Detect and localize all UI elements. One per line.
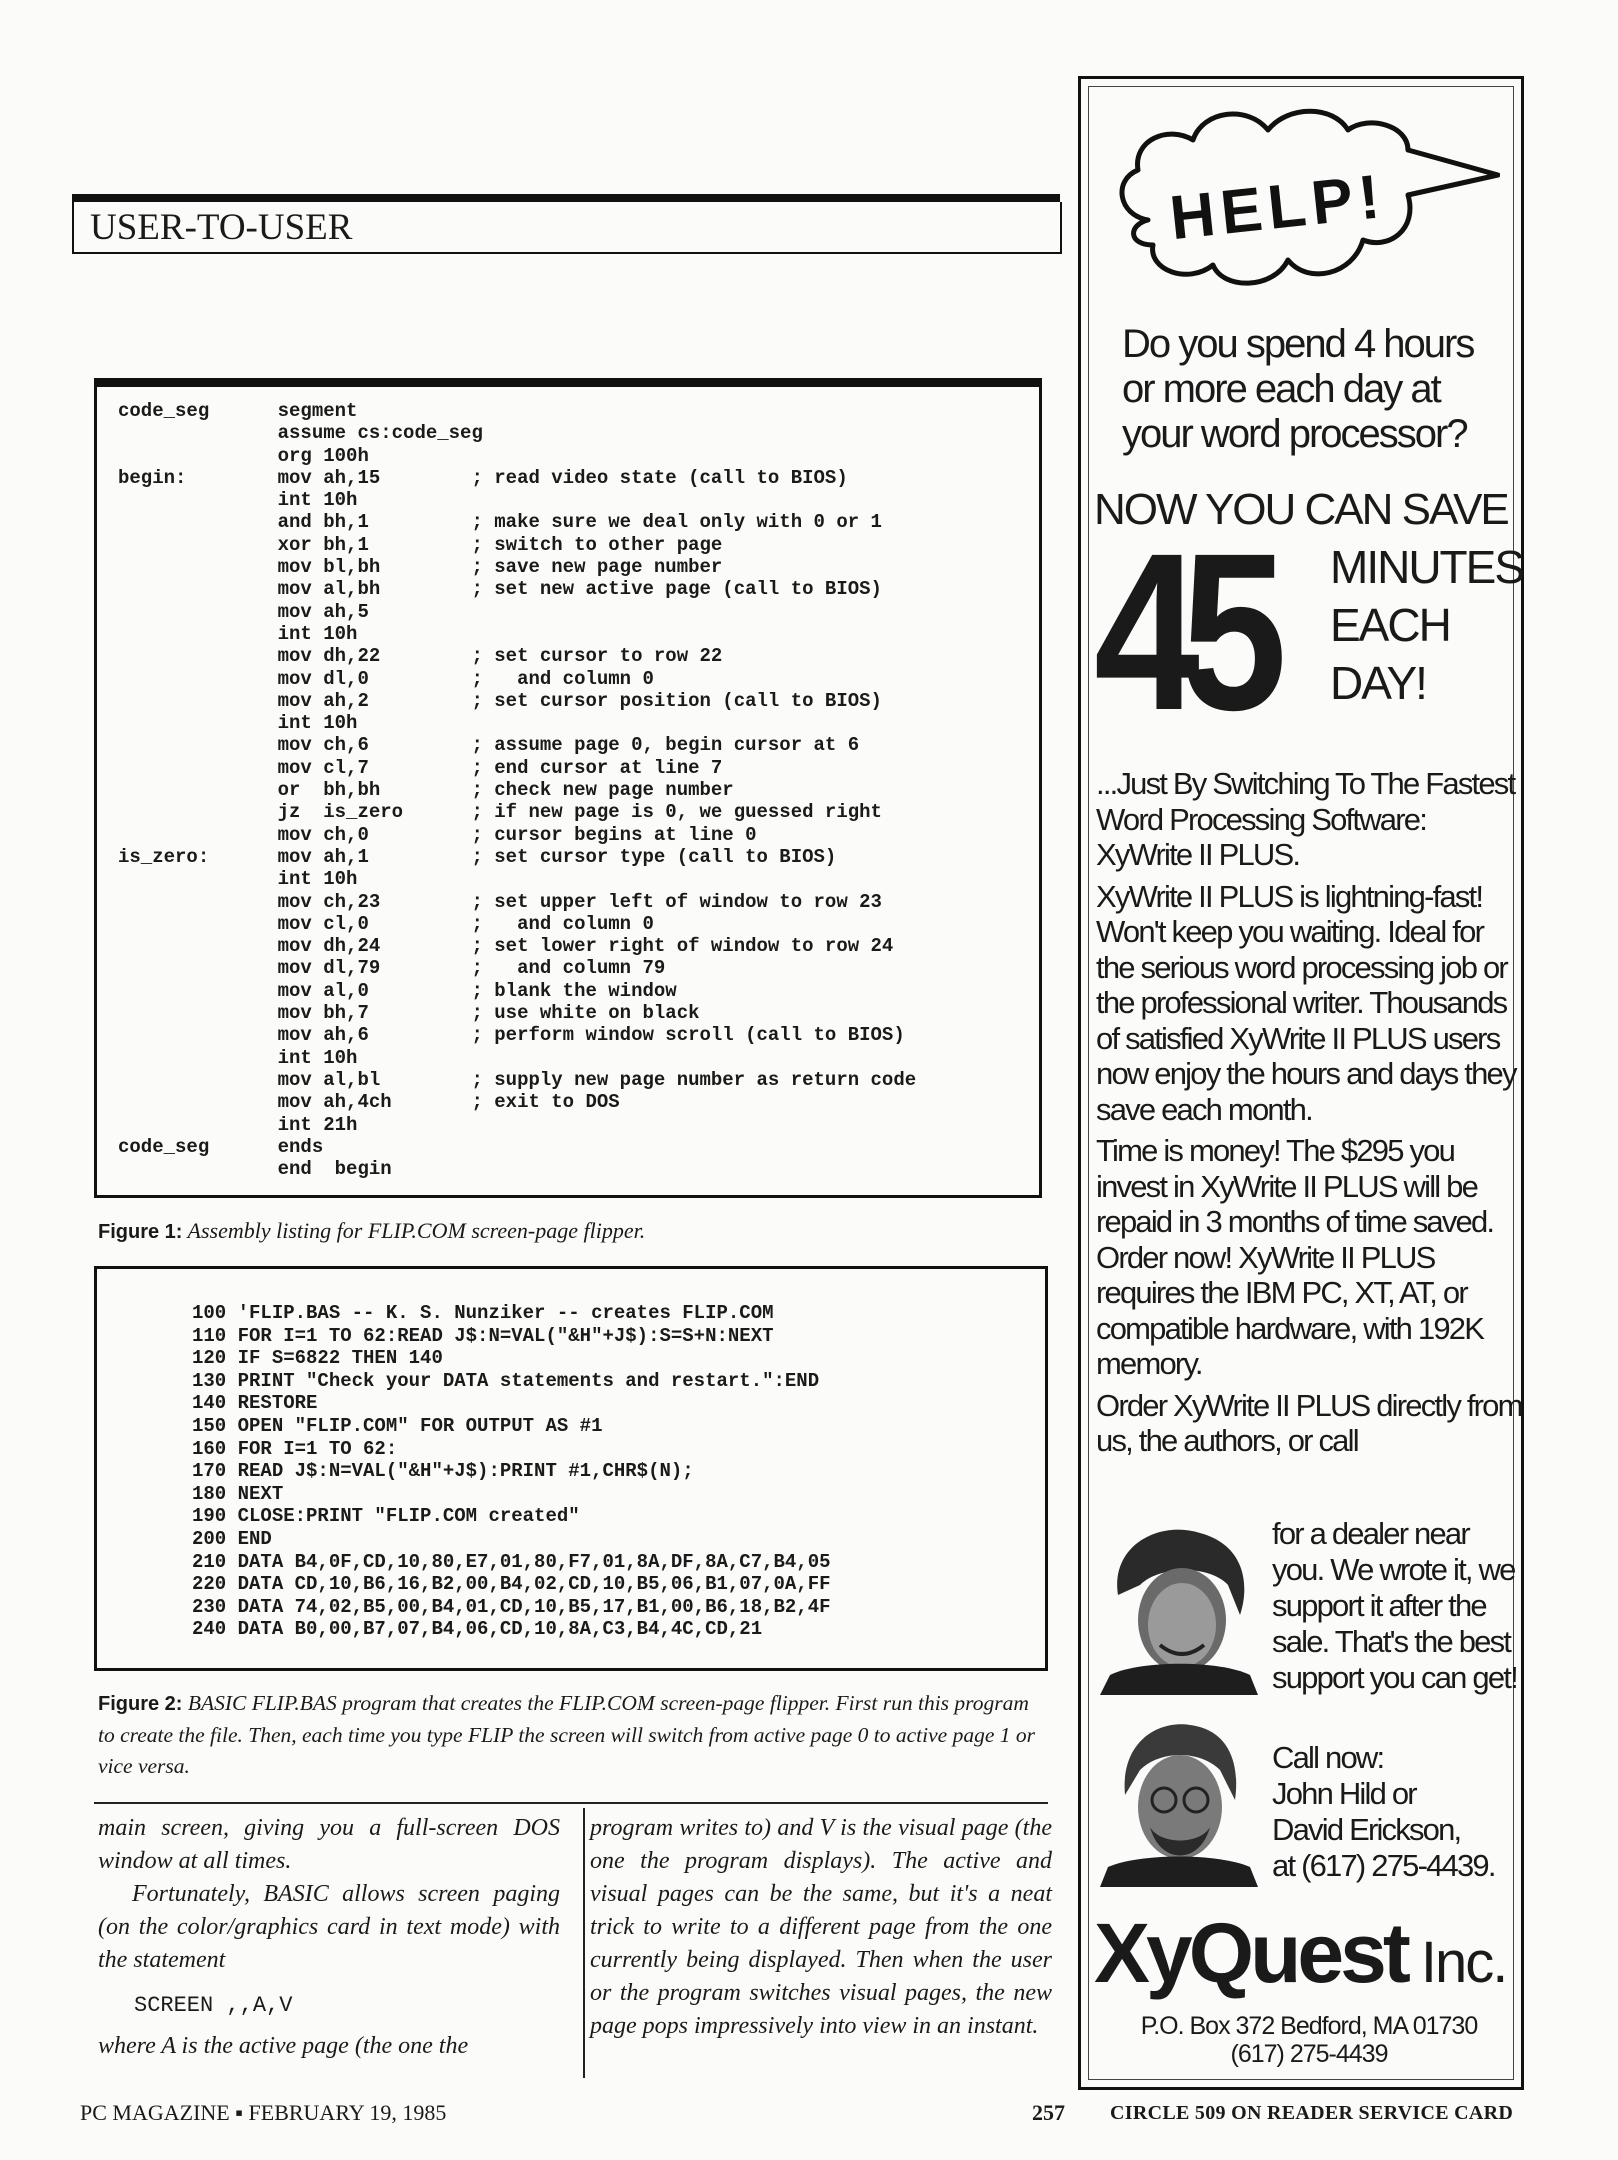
ad-tagline: Do you spend 4 hours or more each day at your word processor? (1122, 322, 1474, 456)
code-line: 140 RESTORE (192, 1392, 318, 1415)
code-line: 120 IF S=6822 THEN 140 (192, 1347, 443, 1370)
company-address (1100, 2012, 1518, 2068)
ad-dealer-text (1272, 1516, 1522, 1696)
code-line: mov dl,79 ; and column 79 (118, 957, 666, 980)
ad-minutes-line: DAY! (1330, 657, 1426, 709)
portrait-photo-1 (1100, 1525, 1258, 1695)
ad-paragraph: ...Just By Switching To The Fastest Word Processing Software: XyWrite II PLUS. (1096, 766, 1515, 872)
reader-service-note: CIRCLE 509 ON READER SERVICE CARD (1110, 2102, 1514, 2124)
article-paragraph: program writes to) and V is the visual page (the one the program displays). The active and visual pages can be the same, but it's a neat trick to write to a different page from the one currently being displayed. Then when the user or the program switches visual pages, the new page pops impressively into view in an instant. (590, 1815, 1052, 2039)
code-line: code_seg segment (118, 400, 358, 422)
article-rule (94, 1802, 1048, 1804)
figure-2-caption (98, 1688, 1038, 1782)
article-column-left (98, 1812, 560, 2063)
code-line: int 10h (118, 489, 358, 512)
code-line: 240 DATA B0,00,B7,07,B4,06,CD,10,8A,C3,B4,4C,CD,21 (192, 1618, 763, 1641)
code-line: int 10h (118, 712, 358, 735)
company-name: XyQuest (1094, 1906, 1407, 2000)
code-line: int 21h (118, 1113, 358, 1136)
ad-minutes-line: MINUTES (1330, 541, 1523, 593)
phone-line: (617) 275-4439 (1230, 2040, 1388, 2068)
company-logo (1094, 1905, 1506, 2002)
code-line: mov ah,4ch ; exit to DOS (118, 1091, 620, 1114)
ad-dealer-paragraph: for a dealer near you. We wrote it, we support it after the sale. That's the best support you can get! (1272, 1516, 1517, 1695)
code-line: mov ah,2 ; set cursor position (call to BIOS) (118, 689, 882, 712)
ad-minutes-line: EACH (1330, 599, 1450, 651)
ad-call-line: Call now: (1272, 1740, 1384, 1775)
figure-1-caption-label: Figure 1: (98, 1221, 183, 1243)
code-line: mov al,0 ; blank the window (118, 979, 677, 1002)
ad-paragraph: Order XyWrite II PLUS directly from us, the authors, or call (1096, 1387, 1522, 1458)
code-line: 200 END (192, 1527, 272, 1550)
ad-call-line: at (617) 275-4439. (1272, 1848, 1495, 1883)
code-line: mov dh,22 ; set cursor to row 22 (118, 645, 723, 668)
code-line: 180 NEXT (192, 1482, 284, 1505)
code-line: mov bh,7 ; use white on black (118, 1002, 700, 1025)
code-line: jz is_zero ; if new page is 0, we guessed right (118, 801, 882, 824)
code-line: mov ch,6 ; assume page 0, begin cursor at 6 (118, 734, 860, 757)
code-line: 160 FOR I=1 TO 62: (192, 1437, 398, 1460)
ad-minutes-each-day (1330, 538, 1523, 712)
section-title: USER-TO-USER (90, 207, 353, 248)
code-line: is_zero: mov ah,1 ; set cursor type (call to BIOS) (118, 845, 837, 868)
code-line: end begin (118, 1158, 392, 1181)
company-suffix: Inc. (1406, 1930, 1507, 1995)
code-line: mov dh,24 ; set lower right of window to row 24 (118, 935, 894, 958)
code-line: 110 FOR I=1 TO 62:READ J$:N=VAL("&H"+J$):S=S+N:NEXT (192, 1324, 774, 1347)
code-line: 210 DATA B4,0F,CD,10,80,E7,01,80,F7,01,8A,DF,8A,C7,B4,05 (192, 1550, 831, 1573)
code-line: 100 'FLIP.BAS -- K. S. Nunziker -- creates FLIP.COM (192, 1302, 774, 1324)
header-rule (72, 194, 1060, 202)
code-line: 150 OPEN "FLIP.COM" FOR OUTPUT AS #1 (192, 1414, 603, 1437)
code-line: int 10h (118, 868, 358, 891)
figure-2-code-listing (192, 1302, 831, 1641)
figure-2-caption-text: BASIC FLIP.BAS program that creates the FLIP.COM screen-page flipper. First run this program to create the file. Then, each time you type FLIP the screen will switch from active page 0 to active page 1 or vice versa. (98, 1691, 1036, 1778)
code-line: mov cl,0 ; and column 0 (118, 912, 654, 935)
screen-statement-code: SCREEN ,,A,V (134, 1993, 293, 2018)
code-line: 190 CLOSE:PRINT "FLIP.COM created" (192, 1505, 580, 1528)
code-line: code_seg ends (118, 1135, 324, 1158)
code-line: begin: mov ah,15 ; read video state (call to BIOS) (118, 466, 848, 489)
code-line: int 10h (118, 1046, 358, 1069)
figure-1-caption-text: Assembly listing for FLIP.COM screen-page flipper. (182, 1218, 646, 1243)
code-line: 220 DATA CD,10,B6,16,B2,00,B4,02,CD,10,B5,06,B1,07,0A,FF (192, 1573, 831, 1596)
ad-now-you-can-save: NOW YOU CAN SAVE (1094, 485, 1508, 534)
code-line: mov bl,bh ; save new page number (118, 556, 723, 579)
portrait-photo-2 (1100, 1715, 1258, 1887)
ad-call-line: John Hild or (1272, 1776, 1416, 1811)
code-line: mov cl,7 ; end cursor at line 7 (118, 756, 723, 779)
ad-paragraph: XyWrite II PLUS is lightning-fast! Won't keep you waiting. Ideal for the serious word processing job or the professional writer. Thousands of satisfied XyWrite II PLUS users now enjoy the hours and days they save each month. (1096, 878, 1516, 1127)
ad-paragraph: Time is money! The $295 you invest in XyWrite II PLUS will be repaid in 3 months of time saved. Order now! XyWrite II PLUS requires the IBM PC, XT, AT, or compatible hardware, with 192K memory. (1096, 1133, 1494, 1381)
help-speech-bubble (1108, 100, 1500, 310)
article-column-right (590, 1812, 1052, 2043)
code-line: assume cs:code_seg (118, 422, 483, 445)
code-line: xor bh,1 ; switch to other page (118, 533, 723, 556)
ad-body-copy (1096, 766, 1526, 1465)
code-line: org 100h (118, 444, 369, 467)
magazine-footer: PC MAGAZINE ▪ FEBRUARY 19, 1985 (80, 2100, 447, 2125)
column-divider (583, 1808, 585, 2078)
code-line: 230 DATA 74,02,B5,00,B4,01,CD,10,B5,17,B1,00,B6,18,B2,4F (192, 1595, 831, 1618)
ad-call-now (1272, 1740, 1522, 1884)
code-line: mov al,bh ; set new active page (call to BIOS) (118, 578, 882, 601)
help-bubble-text: HELP! (1166, 161, 1389, 254)
code-line: and bh,1 ; make sure we deal only with 0 or 1 (118, 511, 882, 534)
code-line: or bh,bh ; check new page number (118, 779, 734, 802)
code-line: 170 READ J$:N=VAL("&H"+J$):PRINT #1,CHR$(N); (192, 1460, 694, 1483)
code-line: mov ch,0 ; cursor begins at line 0 (118, 823, 757, 846)
address-line: P.O. Box 372 Bedford, MA 01730 (1140, 2012, 1478, 2040)
code-line: mov al,bl ; supply new page number as return code (118, 1068, 917, 1091)
code-line: 130 PRINT "Check your DATA statements and restart.":END (192, 1369, 820, 1392)
figure-1-caption (98, 1218, 645, 1244)
code-line: int 10h (118, 622, 358, 645)
figure-2-caption-label: Figure 2: (98, 1693, 183, 1715)
ad-big-number: 45 (1094, 507, 1269, 757)
code-line: mov dl,0 ; and column 0 (118, 667, 654, 690)
code-line: mov ah,6 ; perform window scroll (call to BIOS) (118, 1024, 905, 1047)
code-line: mov ah,5 (118, 600, 369, 623)
figure-1-code-listing (118, 400, 916, 1180)
article-paragraph: where A is the active page (the one the (98, 2033, 469, 2059)
article-paragraph: Fortunately, BASIC allows screen paging (on the color/graphics card in text mode) with the statement (98, 1881, 560, 1973)
code-line: mov ch,23 ; set upper left of window to row 23 (118, 890, 882, 913)
page-number: 257 (1032, 2100, 1065, 2125)
article-paragraph: main screen, giving you a full-screen DOS window at all times. (98, 1815, 560, 1874)
ad-call-line: David Erickson, (1272, 1812, 1461, 1847)
